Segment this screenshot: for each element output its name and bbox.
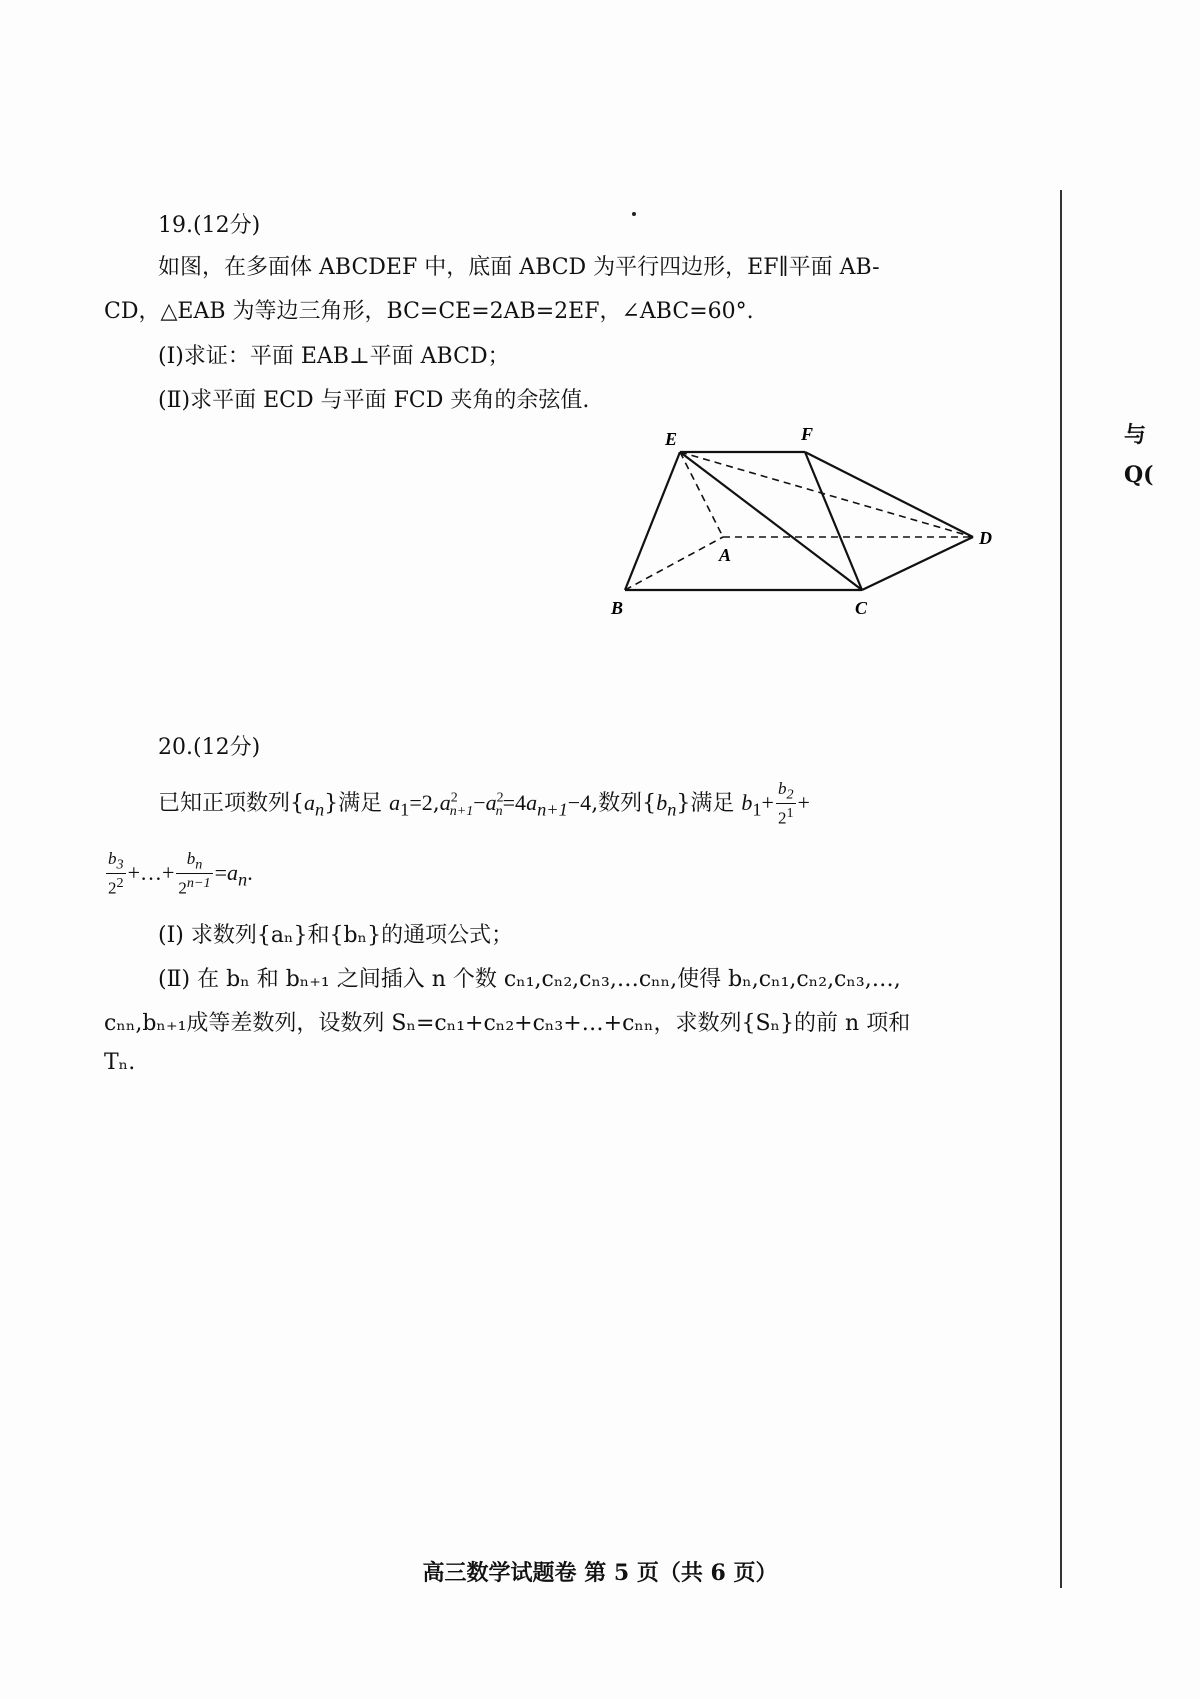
- margin-rule: [1060, 190, 1062, 1588]
- edge-FD: [805, 452, 973, 537]
- q20-l1a: 已知正项数列{: [158, 791, 304, 817]
- edge-ED-hidden: [680, 452, 973, 537]
- q20-l1b: }满足: [324, 791, 390, 817]
- polyhedron-figure: [605, 420, 1005, 630]
- q19-heading: 19.(12分): [158, 213, 261, 238]
- page-footer: 高三数学试题卷 第 5 页（共 6 页）: [422, 1560, 778, 1586]
- q20-l1d: ,数列{: [591, 791, 657, 817]
- q20-text-line2: $\frac{b_3}{2^2}$ +…+ $\frac{b_n}{2^{n-1}}$ $=a_n$.: [108, 849, 253, 899]
- q20-part2-line2: cₙₙ,bₙ₊₁成等差数列，设数列 Sₙ=cₙ₁+cₙ₂+cₙ₃+…+cₙₙ，求数列{Sₙ}的前 n 项和: [104, 1011, 911, 1036]
- q20-part1: (Ⅰ) 求数列{aₙ}和{bₙ}的通项公式；: [158, 923, 514, 948]
- polyhedron-svg: [605, 420, 1005, 630]
- label-B: B: [611, 598, 624, 618]
- edge-EB: [625, 452, 680, 590]
- q20-text-line1: 已知正项数列$\{a_n\}$满足 $a_1=2,a^2_{n+1}-a^2_n=4a_{n+1}-4$,数列$\{b_n\}$满足 $b_1+$ $\frac{b_2}{2^1}$ +: [158, 779, 810, 829]
- q20-l1c: ,: [432, 791, 440, 817]
- q20-part2-line1: (Ⅱ) 在 bₙ 和 bₙ₊₁ 之间插入 n 个数 cₙ₁,cₙ₂,cₙ₃,…cₙₙ,使得 bₙ,cₙ₁,cₙ₂,cₙ₃,…,: [158, 967, 901, 992]
- q20-l1e: }满足: [676, 791, 742, 817]
- label-C: C: [855, 598, 868, 618]
- scan-dot: [632, 212, 636, 216]
- q19-part1: (Ⅰ)求证：平面 EAB⊥平面 ABCD；: [158, 344, 510, 369]
- q19-text-line2: CD，△EAB 为等边三角形，BC=CE=2AB=2EF，∠ABC=60°.: [104, 299, 754, 324]
- q19-text-line1: 如图，在多面体 ABCDEF 中，底面 ABCD 为平行四边形，EF∥平面 AB-: [158, 255, 880, 280]
- label-A: A: [719, 545, 732, 565]
- edge-CD: [862, 537, 973, 590]
- q20-heading: 20.(12分): [158, 735, 261, 760]
- q20-part2-line3: Tₙ.: [104, 1050, 136, 1075]
- edge-BA-hidden: [625, 537, 723, 590]
- edge-EC: [680, 452, 862, 590]
- margin-text-2: Q(: [1124, 462, 1154, 488]
- edge-EA-hidden: [680, 452, 723, 537]
- q19-part2: (Ⅱ)求平面 ECD 与平面 FCD 夹角的余弦值.: [158, 388, 590, 413]
- margin-text-1: 与: [1124, 422, 1147, 448]
- label-D: D: [979, 528, 992, 548]
- label-E: E: [665, 429, 678, 449]
- label-F: F: [801, 424, 814, 444]
